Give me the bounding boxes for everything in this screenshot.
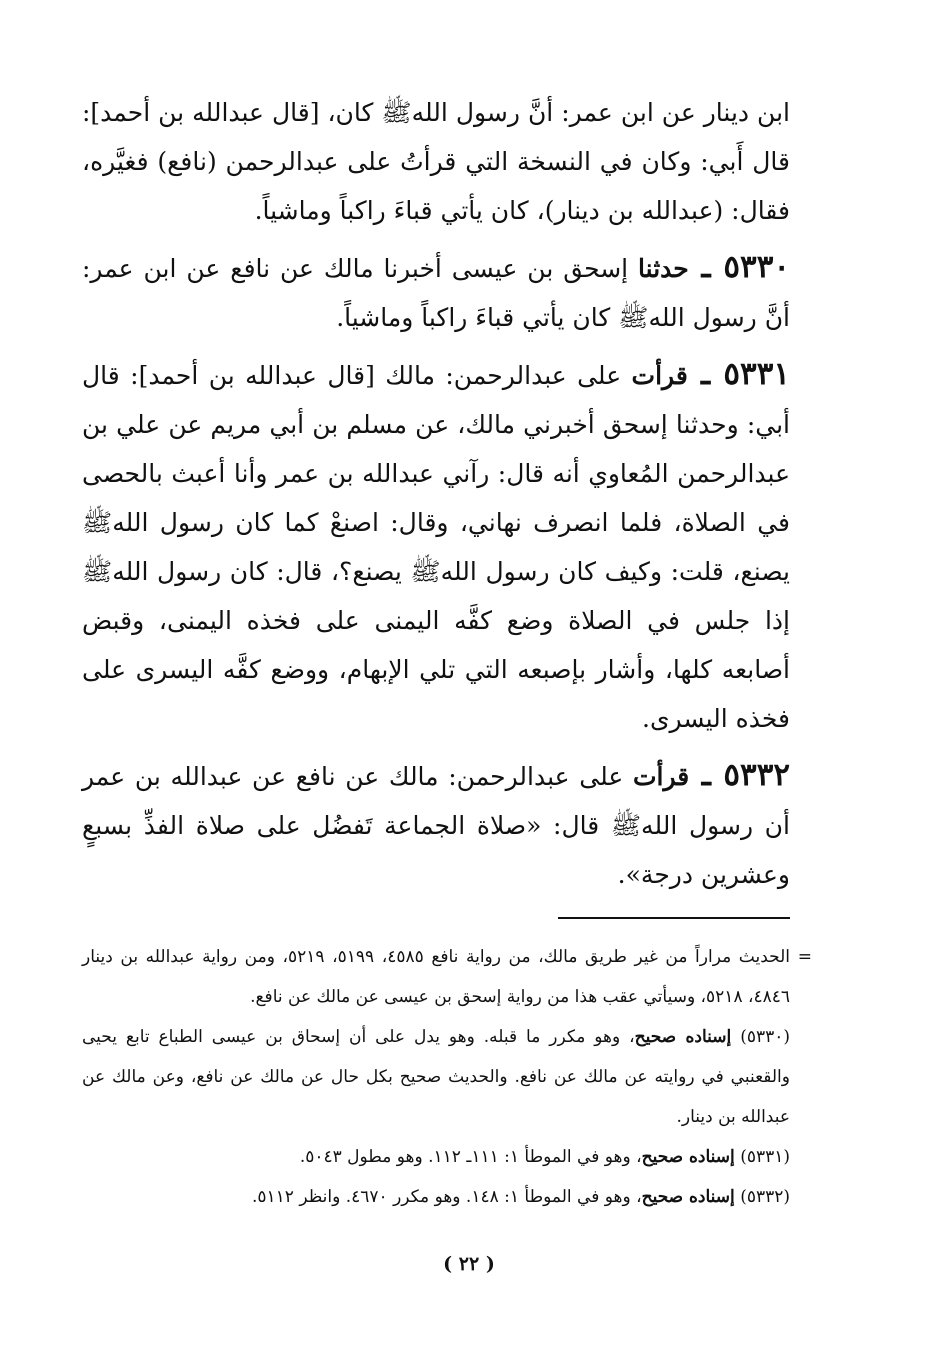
hadith-keyword: حدثنا — [638, 254, 689, 283]
footnote-5332 — [82, 1177, 790, 1217]
hadith-text: على عبدالرحمن: مالك عن نافع عن عبدالله بن عمر أن رسول اللهﷺ قال: «صلاة الجماعة تَفضُل على صلاة الفذِّ بسبعٍ وعشرين درجة». — [82, 762, 790, 889]
continuation-marker: = — [797, 947, 812, 967]
intro-paragraph: ابن دينار عن ابن عمر: أنَّ رسول اللهﷺ كان، [قال عبدالله بن أحمد]: قال أَبي: وكان في النسخة التي قرأتُ على عبدالرحمن (نافع) فغيَّره، فقال: (عبدالله بن دينار)، كان يأتي قباءَ راكباً وماشياً. — [82, 98, 790, 225]
hadith-text: إسحق بن عيسى أخبرنا مالك عن نافع عن ابن عمر: أنَّ رسول اللهﷺ كان يأتي قباءَ راكباً وماشياً. — [82, 254, 790, 332]
footnote-5331 — [82, 1137, 790, 1177]
main-text — [82, 88, 790, 899]
hadith-text: على عبدالرحمن: مالك [قال عبدالله بن أحمد]: قال أبي: وحدثنا إسحق أخبرني مالك، عن مسلم بن أبي مريم عن علي بن عبدالرحمن المُعاوي أنه قال: رآني عبدالله بن عمر وأنا أعبث بالحصى في الصلاة، فلما انصرف نهاني، وقال: اصنعْ كما كان رسول اللهﷺ يصنع، قلت: وكيف كان رسول اللهﷺ يصنع؟، قال: كان رسول اللهﷺ إذا جلس في الصلاة وضع كفَّه اليمنى على فخذه اليمنى، وقبض أصابعه كلها، وأشار بإصبعه التي تلي الإبهام، ووضع كفَّه اليسرى على فخذه اليسرى. — [82, 361, 790, 733]
footnote-text: ، وهو مكرر ما قبله. وهو يدل على أن إسحاق بن عيسى الطباع تابع يحيى والقعنبي في روايته عن مالك عن نافع. والحديث صحيح بكل حال عن مالك عن نافع، وعن مالك عن عبدالله بن دينار. — [82, 1027, 790, 1127]
footnote-5330 — [82, 1017, 790, 1137]
footnote-number: (٥٣٣٠) — [740, 1027, 790, 1047]
footnote-keyword: إسناده صحيح — [634, 1027, 732, 1047]
page-number: ( ٢٢ ) — [443, 1253, 495, 1275]
hadith-dash: ـ — [688, 249, 724, 285]
hadith-number: ٥٣٣٠ — [723, 249, 790, 285]
footnote-continuation: الحديث مراراً من غير طريق مالك، من رواية نافع ٤٥٨٥، ٥١٩٩، ٥٢١٩، ومن رواية عبدالله بن دينار ٤٨٤٦، ٥٢١٨، وسيأتي عقب هذا من رواية إسحق بن عيسى عن مالك عن نافع. — [82, 947, 791, 1007]
hadith-keyword: قرأت — [632, 762, 690, 791]
hadith-dash: ـ — [687, 356, 724, 392]
footnote-keyword: إسناده صحيح — [641, 1187, 735, 1207]
footnote-text: ، وهو في الموطأ ١: ١١١ـ ١١٢. وهو مطول ٥٠٤٣. — [299, 1147, 642, 1167]
hadith-number: ٥٣٣١ — [723, 356, 790, 392]
footnote-keyword: إسناده صحيح — [641, 1147, 735, 1167]
hadith-number: ٥٣٣٢ — [723, 757, 790, 793]
hadith-5330 — [82, 243, 790, 342]
hadith-keyword: قرأت — [631, 361, 688, 390]
hadith-dash: ـ — [689, 757, 724, 793]
hadith-5331 — [82, 350, 790, 743]
footnote-text: ، وهو في الموطأ ١: ١٤٨. وهو مكرر ٤٦٧٠. وانظر ٥١١٢. — [252, 1187, 642, 1207]
hadith-5332 — [82, 751, 790, 899]
footnote-number: (٥٣٣١) — [740, 1147, 790, 1167]
footnote-number: (٥٣٣٢) — [740, 1187, 790, 1207]
footnote-divider — [558, 917, 790, 919]
footnotes — [82, 937, 812, 1217]
